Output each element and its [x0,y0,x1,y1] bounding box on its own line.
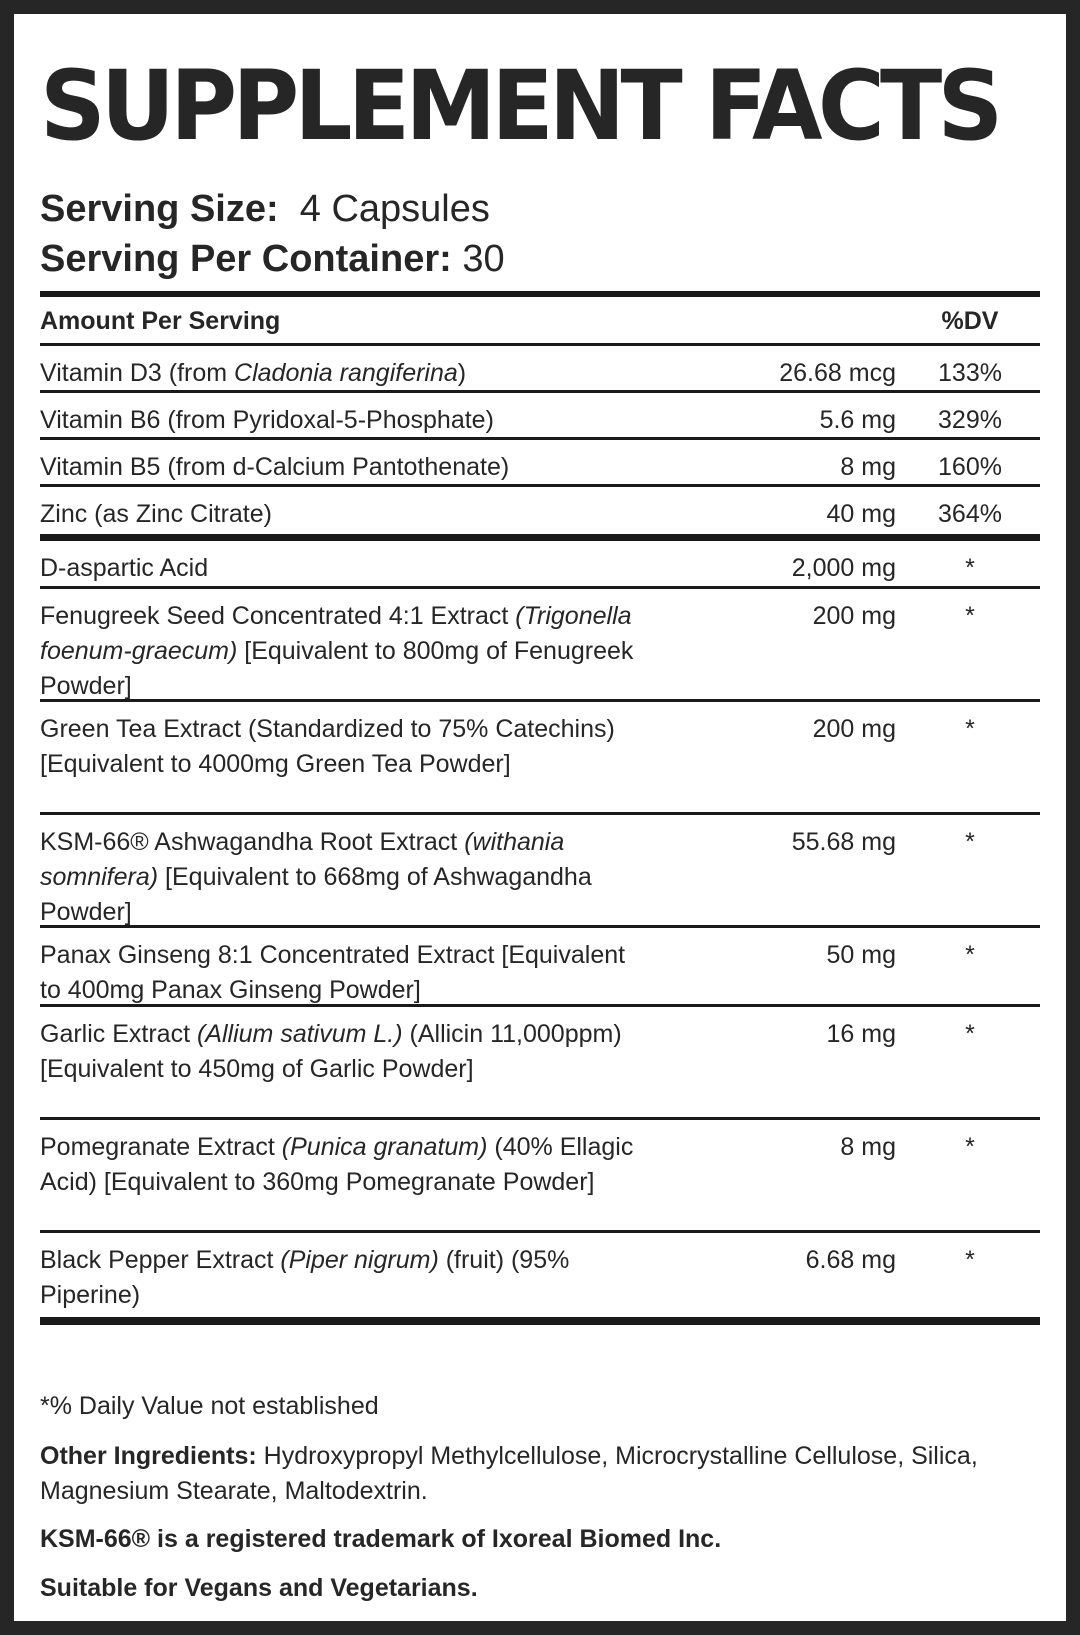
table-row-vitamin-b5 [40,440,1040,487]
page-title: SUPPLEMENT FACTS [40,50,999,162]
ingredient-name: Black Pepper Extract (Piper nigrum) (fruit) (95% Piperine) [40,1246,570,1309]
table-row-pomegranate [40,1120,1040,1233]
dv-footnote: *% Daily Value not established [40,1392,379,1420]
ingredient-amount: 16 mg [826,1020,896,1048]
ingredient-dv: * [965,828,975,856]
ingredient-dv: * [965,602,975,630]
table-row-garlic [40,1007,1040,1120]
ingredient-name: D-aspartic Acid [40,554,209,582]
supplement-facts-panel [14,14,1066,1621]
table-row-vitamin-d3 [40,346,1040,393]
facts-table [40,294,1040,1325]
ingredient-name: Vitamin B5 (from d-Calcium Pantothenate) [40,453,510,481]
ingredient-dv: * [965,1246,975,1274]
table-row-fenugreek [40,589,1040,702]
table-row-zinc [40,487,1040,541]
ingredient-dv: * [965,941,975,969]
table-row-d-aspartic-acid [40,541,1040,589]
other-ingredients-text: Hydroxypropyl Methylcellulose, Microcrystalline Cellulose, Silica, Magnesium Stearate, Maltodextrin. [40,1442,978,1505]
ingredient-name: Pomegranate Extract (Punica granatum) (40% Ellagic Acid) [Equivalent to 360mg Pomegranate Powder] [40,1133,634,1196]
servings-per-container-value: 30 [462,238,505,280]
ingredient-amount: 8 mg [840,1133,896,1161]
ingredient-amount: 8 mg [840,453,896,481]
ingredient-name: Vitamin D3 (from Cladonia rangiferina) [40,359,467,387]
ingredient-dv: * [965,1020,975,1048]
table-header-row [40,294,1040,346]
vegan-note: Suitable for Vegans and Vegetarians. [40,1574,478,1602]
serving-size-label: Serving Size: [40,188,279,230]
ingredient-name: Vitamin B6 (from Pyridoxal-5-Phosphate) [40,406,494,434]
ingredient-dv: * [965,715,975,743]
ingredient-amount: 6.68 mg [805,1246,896,1274]
ingredient-amount: 200 mg [812,602,896,630]
table-row-panax-ginseng [40,928,1040,1007]
ingredient-name: Fenugreek Seed Concentrated 4:1 Extract (Trigonella foenum-graecum) [Equivalent to 800mg of Fenugreek Powder] [40,602,634,700]
ingredient-name: Panax Ginseng 8:1 Concentrated Extract [Equivalent to 400mg Panax Ginseng Powder] [40,941,626,1004]
ingredient-name: KSM-66® Ashwagandha Root Extract (withania somnifera) [Equivalent to 668mg of Ashwagandha Powder] [40,828,592,926]
servings-per-container-label: Serving Per Container: [40,238,452,280]
table-row-ashwagandha [40,815,1040,928]
ingredient-dv: 329% [938,406,1002,434]
other-ingredients-label: Other Ingredients: [40,1442,257,1470]
serving-size [40,190,490,228]
ingredient-amount: 5.6 mg [819,406,896,434]
ingredient-dv: 133% [938,359,1002,387]
ingredient-amount: 200 mg [812,715,896,743]
amount-per-serving-header: Amount Per Serving [40,307,281,335]
dv-header: %DV [941,307,999,335]
table-row-green-tea [40,702,1040,815]
other-ingredients [40,1439,1040,1509]
ingredient-name: Green Tea Extract (Standardized to 75% Catechins) [Equivalent to 4000mg Green Tea Powder] [40,715,615,778]
ingredient-name: Zinc (as Zinc Citrate) [40,500,272,528]
ingredient-dv: 160% [938,453,1002,481]
ingredient-amount: 50 mg [826,941,896,969]
trademark-note: KSM-66® is a registered trademark of Ixoreal Biomed Inc. [40,1525,722,1553]
ingredient-amount: 40 mg [826,500,896,528]
ingredient-name: Garlic Extract (Allium sativum L.) (Allicin 11,000ppm) [Equivalent to 450mg of Garlic Powder] [40,1020,622,1083]
ingredient-amount: 55.68 mg [791,828,896,856]
ingredient-dv: 364% [938,500,1002,528]
table-row-black-pepper [40,1233,1040,1325]
ingredient-amount: 2,000 mg [791,554,896,582]
serving-size-value: 4 Capsules [299,188,490,230]
ingredient-amount: 26.68 mcg [779,359,896,387]
table-row-vitamin-b6 [40,393,1040,440]
ingredient-dv: * [965,554,975,582]
ingredient-dv: * [965,1133,975,1161]
servings-per-container [40,240,505,278]
